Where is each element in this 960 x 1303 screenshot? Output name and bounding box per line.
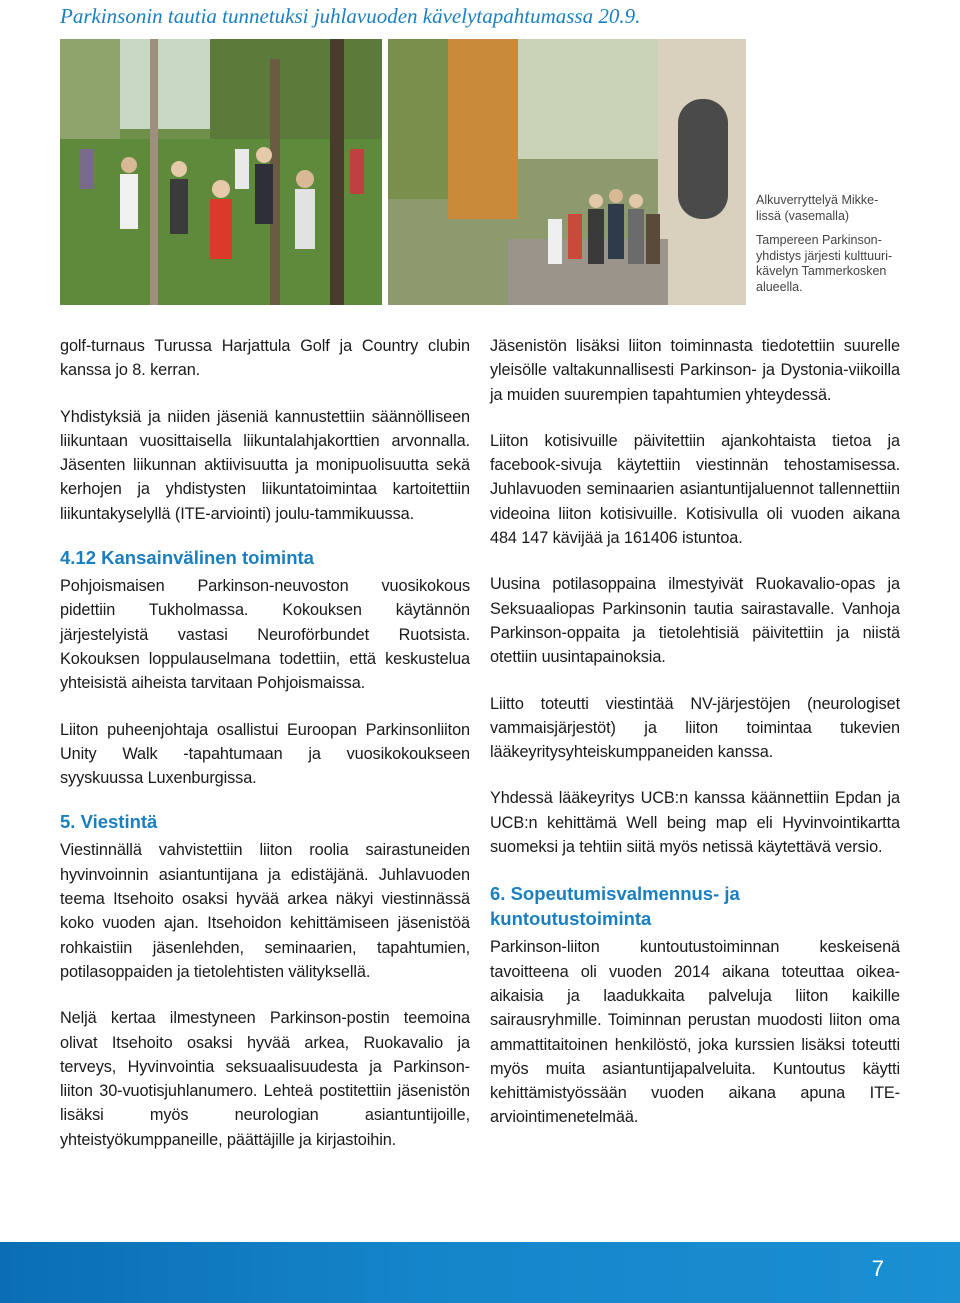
page-number: 7 xyxy=(871,1256,884,1281)
paragraph: Liitto toteutti viestintää NV-järjestöjen (neurologiset vammaisjärjestöt) ja liiton toimintaa tukevien lääkeyritysyhteiskumppaneiden kanssa. xyxy=(490,694,900,762)
paragraph: Yhdessä lääkeyritys UCB:n kanssa käännettiin Epdan ja UCB:n kehittämä Well being map eli Hyvinvointikartta suomeksi ja tehtiin siitä myös netissä käytettävä versio. xyxy=(490,789,900,857)
photo-caption-right: Tampereen Parkinson-yhdistys järjesti kulttuuri-kävelyn Tammerkosken alueella. xyxy=(756,233,893,294)
paragraph: Parkinson-liiton kuntoutustoiminnan keskeisenä tavoitteena oli vuoden 2014 aikana toteuttaa oikea-aikaisia ja laadukkaita palveluja liiton kaikille sairausryhmille. Toiminnan perustan muodosti liiton oma ammattitaitoinen henkilöstö, joka kurssien lisäksi toteutti myös muita asiantuntijapalveluita. Kuntoutus käytti kehittämistyössään vuoden aikana apuna ITE-arviointimenetelmää. xyxy=(490,938,900,1127)
page-title: Parkinsonin tautia tunnetuksi juhlavuoden kävelytapahtumassa 20.9. xyxy=(60,4,641,28)
photo-caption-left: Alkuverryttelyä Mikke-lissä (vasemalla) xyxy=(756,193,879,223)
paragraph: Liiton puheenjohtaja osallistui Euroopan Parkinsonliiton Unity Walk -tapahtumaan ja vuosikokoukseen syyskuussa Luxenburgissa. xyxy=(60,720,470,788)
photo-warmup-image xyxy=(60,39,382,305)
paragraph: Pohjoismaisen Parkinson-neuvoston vuosikokous pidettiin Tukholmassa. Kokouksen käytännön järjestelyistä vastasi Neuroförbundet Ruotsista. Kokouksen loppulauselmana todettiin, että keskustelua yhteisistä aiheista tarvitaan Pohjoismaissa. xyxy=(60,577,470,693)
paragraph: Neljä kertaa ilmestyneen Parkinson-postin teemoina olivat Itsehoito osaksi hyvää arkea, Ruokavalio ja terveys, Hyvinvointia seksuaalisuudesta ja Parkinson-liiton 30-vuotisjuhlanumero. Lehteä postitettiin jäsenistön lisäksi myös neurologian asiantuntijoille, yhteistyökumppaneille, päättäjille ja kirjastoihin. xyxy=(60,1009,470,1149)
section-heading-412: 4.12 Kansainvälinen toiminta xyxy=(60,547,314,569)
paragraph: Yhdistyksiä ja niiden jäseniä kannustettiin säännölliseen liikuntaan vuosittaisella liikuntalahjakorttien arvonnalla. Jäsenten liikunnan aktiivisuutta ja monipuolisuutta sekä kerhojen ja yhdistysten liikuntatoimintaa kartoitettiin liikuntakyselyllä (ITE-arviointi) joulu-tammikuussa. xyxy=(60,407,470,523)
paragraph: Viestinnällä vahvistettiin liiton roolia sairastuneiden hyvinvoinnin asiantuntijana ja edistäjänä. Juhlavuoden teema Itsehoito osaksi hyvää arkea näkyi viestinnässä koko vuoden ajan. Itsehoidon kehittämiseen jäsenistöä rohkaistiin jäsenlehden, seminaarien, tapahtumien, potilasoppaiden ja tietolehtisten välityksellä. xyxy=(60,841,470,981)
photo-culture-walk-tampere xyxy=(388,39,746,305)
footer-bar xyxy=(0,1242,960,1303)
left-column xyxy=(60,334,470,1174)
photo-caption xyxy=(756,193,896,305)
paragraph: Jäsenistön lisäksi liiton toiminnasta tiedotettiin suurelle yleisölle valtakunnallisesti Parkinson- ja Dystonia-viikoilla ja muiden suurempien tapahtumien yhteydessä. xyxy=(490,337,900,404)
photo-warmup-mikkeli xyxy=(60,39,382,305)
paragraph: Liiton kotisivuille päivitettiin ajankohtaista tietoa ja facebook-sivuja käytettiin viestinnän tehostamisessa. Juhlavuoden seminaarien asiantuntijaluennot tallennettiin videoina liiton kotisivuille. Kotisivulla oli vuoden aikana 484 147 kävijää ja 161406 istuntoa. xyxy=(490,431,900,548)
section-heading-6: 6. Sopeutumisvalmennus- ja kuntoutustoiminta xyxy=(490,883,740,930)
paragraph: Uusina potilasoppaina ilmestyivät Ruokavalio-opas ja Seksuaaliopas Parkinsonin tautia sairastavalle. Vanhoja Parkinson-oppaita ja tietolehtisiä päivitettiin ja niistä otettiin uusintapainoksia. xyxy=(490,575,900,667)
photo-walk-image xyxy=(388,39,746,305)
section-heading-5: 5. Viestintä xyxy=(60,811,158,833)
paragraph: golf-turnaus Turussa Harjattula Golf ja Country clubin kanssa jo 8. kerran. xyxy=(60,337,470,380)
right-column xyxy=(490,334,900,1152)
